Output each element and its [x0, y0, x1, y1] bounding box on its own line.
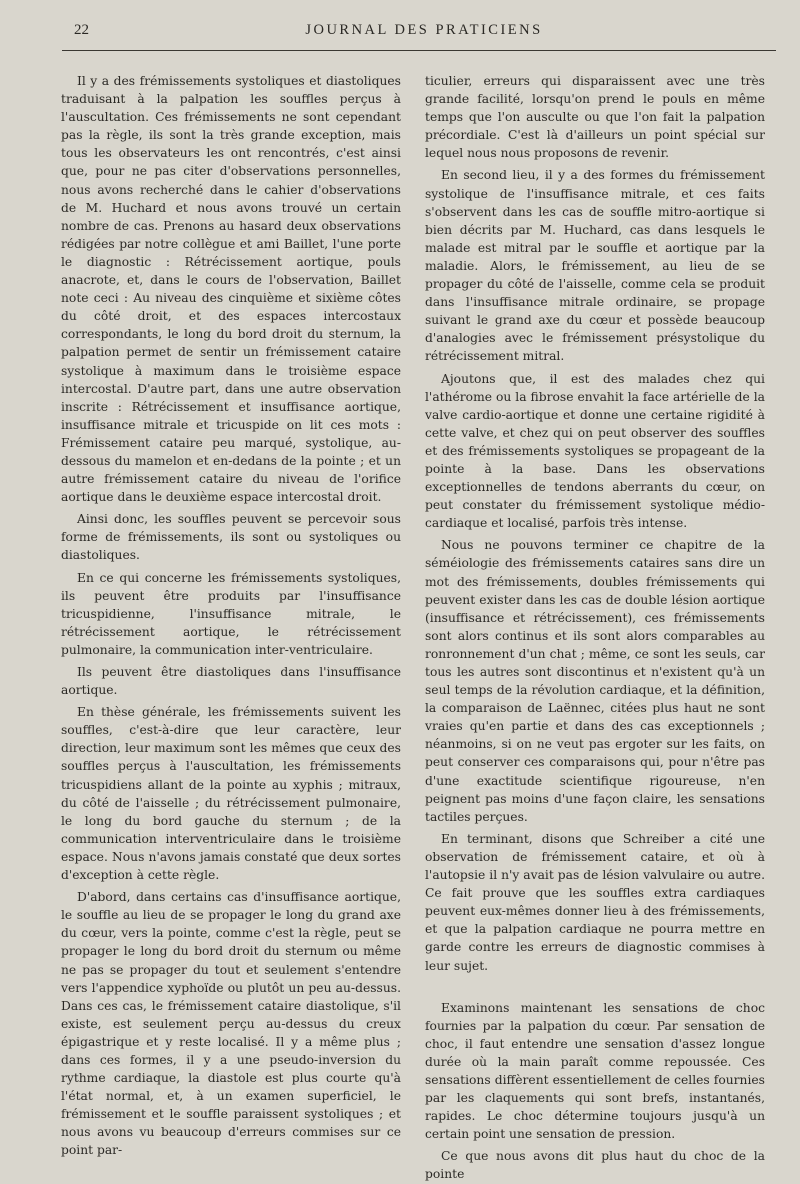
paragraph: En second lieu, il y a des formes du frémissement systolique de l'insuffisance mitrale, et ces faits s'observent dans les cas de souffle mitro-aortique si bien décrits par M. Huchard, cas dans lesquels le malade est mitral par le souffle et aortique par la maladie. Alors, le frémissement, au lieu de se propager du côté de l'aisselle, comme cela se produit dans l'insuffisance mitrale ordinaire, se propage suivant le grand axe du cœur et possède beaucoup d'analogies avec le frémissement présystolique du rétrécissement mitral.	[425, 168, 765, 364]
paragraph: Il y a des frémissements systoliques et diastoliques traduisant à la palpation les souffles perçus à l'auscultation. Ces frémissements ne sont cependant pas la règle, ils sont la très grande exception, mais tous les observateurs les ont rencontrés, c'est ainsi que, pour ne pas citer d'observations personnelles, nous avons recherché dans le cahier d'observations de M. Huchard et nous avons trouvé un certain nombre de cas. Prenons au hasard deux observations rédigées par notre collègue et ami Baillet, l'une porte le diagnostic : Rétrécissement aortique, pouls anacrote, et, dans le cours de l'observation, Baillet note ceci : Au niveau des cinquième et sixième côtes du côté droit, et des espaces intercostaux correspondants, le long du bord droit du sternum, la palpation permet de sentir un frémissement cataire systolique à maximum dans le troisième espace intercostal. D'autre part, dans une autre observation inscrite : Rétrécissement et insuffisance aortique, insuffisance mitrale et tricuspide on lit ces mots : Frémissement cataire peu marqué, systolique, au-dessous du mamelon et en-dedans de la pointe ; et un autre frémissement cataire du niveau de l'orifice aortique dans le deuxième espace intercostal droit.	[61, 74, 401, 505]
paragraph: Ainsi donc, les souffles peuvent se percevoir sous forme de frémissements, ils sont ou systoliques ou diastoliques.	[61, 512, 401, 563]
left-column	[61, 72, 401, 1160]
header-rule	[62, 50, 776, 51]
paragraph: En ce qui concerne les frémissements systoliques, ils peuvent être produits par l'insuffisance tricuspidienne, l'insuffisance mitrale, le rétrécissement aortique, le rétrécissement pulmonaire, la communication inter-ventriculaire.	[61, 570, 401, 657]
paragraph: Ajoutons que, il est des malades chez qui l'athérome ou la fibrose envahit la face artérielle de la valve cardio-aortique et donne une certaine rigidité à cette valve, et chez qui on peut observer des souffles et des frémissements systoliques se propageant de la pointe à la base. Dans les observations exceptionnelles de tendons aberrants du cœur, on peut constater du frémissement systolique médio-cardiaque et localisé, parfois très intense.	[425, 371, 765, 531]
paragraph: En thèse générale, les frémissements suivent les souffles, c'est-à-dire que leur caractère, leur direction, leur maximum sont les mêmes que ceux des souffles perçus à l'auscultation, les frémissements tricuspidiens allant de la pointe au xyphis ; mitraux, du côté de l'aisselle ; du rétrécissement pulmonaire, le long du bord gauche du sternum ; de la communication interventriculaire dans le troisième espace. Nous n'avons jamais constaté que deux sortes d'exception à cette règle.	[61, 705, 401, 883]
right-column	[425, 72, 765, 1184]
running-title: JOURNAL DES PRATICIENS	[305, 22, 543, 38]
paragraph: Ils peuvent être diastoliques dans l'insuffisance aortique.	[61, 665, 401, 698]
paragraph: Examinons maintenant les sensations de choc fournies par la palpation du cœur. Par sensation de choc, il faut entendre une sensation d'assez longue durée où la main paraît comme repoussée. Ces sensations diffèrent essentiellement de celles fournies par les claquements qui sont brefs, instantanés, rapides. Le choc détermine toujours jusqu'à un certain point une sensation de pression.	[425, 1000, 765, 1142]
paragraph: D'abord, dans certains cas d'insuffisance aortique, le souffle au lieu de se propager le long du grand axe du cœur, vers la pointe, comme c'est la règle, peut se propager le long du bord droit du sternum ou même ne pas se propager du tout et seulement s'entendre vers l'appendice xyphoïde ou plutôt un peu au-dessus. Dans ces cas, le frémissement cataire diastolique, s'il existe, est seulement perçu au-dessus du creux épigastrique et y reste localisé. Il y a même plus ; dans ces formes, il y a une pseudo-inversion du rythme cardiaque, la diastole est plus courte qu'à l'état normal, et, à un examen superficiel, le frémissement et le souffle paraissent systoliques ; et nous avons vu beaucoup d'erreurs commises sur ce point par-	[61, 890, 401, 1158]
page-header	[74, 22, 774, 44]
page-number: 22	[74, 22, 89, 38]
paragraph: Nous ne pouvons terminer ce chapitre de la séméiologie des frémissements cataires sans dire un mot des frémissements, doubles frémissements qui peuvent exister dans les cas de double lésion aortique (insuffisance et rétrécissement), ces frémissements sont alors continus et ils sont alors comparables au ronronnement d'un chat ; même, ce sont les seuls, car tous les autres sont discontinus et n'existent qu'à un seul temps de la révolution cardiaque, et la définition, la comparaison de Laënnec, citées plus haut ne sont vraies qu'en partie et dans des cas exceptionnels ; néanmoins, si on ne veut pas ergoter sur les faits, on peut conserver ces comparaisons qui, pour n'être pas d'une exactitude scientifique rigoureuse, n'en peignent pas moins d'une façon claire, les sensations tactiles perçues.	[425, 538, 765, 824]
paragraph-continued: ticulier, erreurs qui disparaissent avec une très grande facilité, lorsqu'on prend le pouls en même temps que l'on ausculte ou que l'on fait la palpation précordiale. C'est là d'ailleurs un point spécial sur lequel nous nous proposons de revenir.	[425, 74, 765, 161]
paragraph: En terminant, disons que Schreiber a cité une observation de frémissement cataire, et où à l'autopsie il n'y avait pas de lésion valvulaire ou autre. Ce fait prouve que les souffles extra cardiaques peuvent eux-mêmes donner lieu à des frémissements, et que la palpation cardiaque ne pourra mettre en garde contre les erreurs de diagnostic commises à leur sujet.	[425, 831, 765, 973]
paragraph: Ce que nous avons dit plus haut du choc de la pointe	[425, 1149, 765, 1182]
